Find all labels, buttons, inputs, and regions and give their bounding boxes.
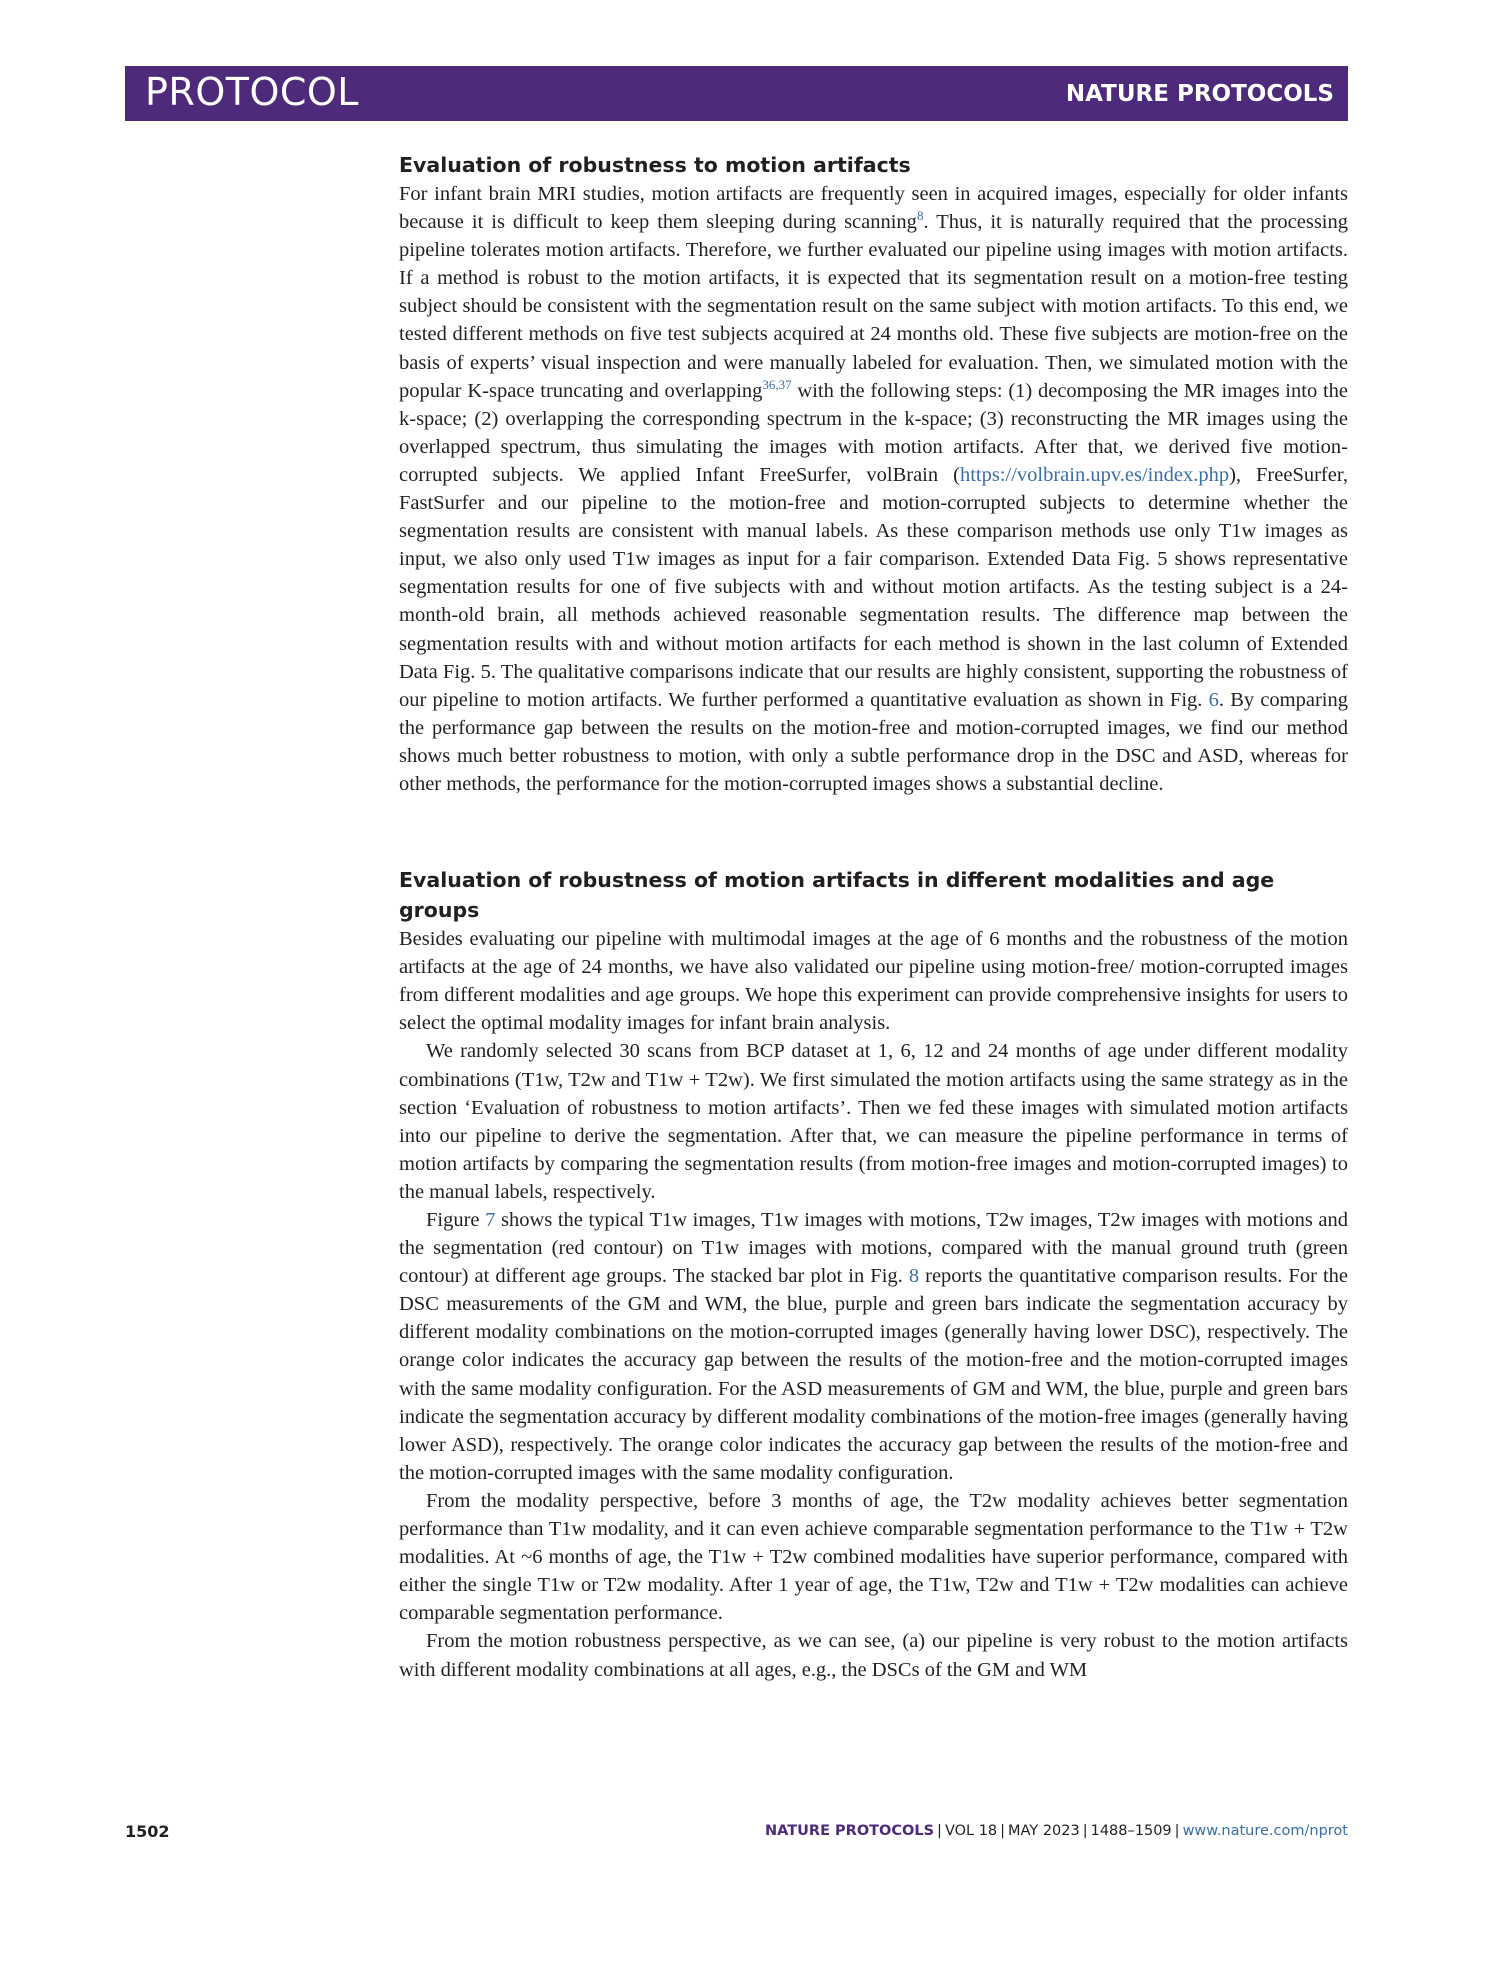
section-heading-motion-robustness: Evaluation of robustness to motion artifacts — [399, 153, 911, 177]
page-number: 1502 — [125, 1822, 170, 1841]
footer-url[interactable]: www.nature.com/nprot — [1182, 1823, 1348, 1839]
footer-citation: NATURE PROTOCOLS | VOL 18 | MAY 2023 | 1488–1509 | www.nature.com/nprot — [765, 1823, 1348, 1839]
figure-link[interactable]: 6 — [1208, 688, 1219, 711]
section-heading-modalities-age: Evaluation of robustness of motion artifacts in different modalities and age groups — [399, 868, 1275, 923]
volbrain-link[interactable]: https://volbrain.upv.es/index.php — [959, 463, 1230, 486]
paragraph: From the modality perspective, before 3 months of age, the T2w modality achieves better segmentation performance than T1w modality, and it can even achieve comparable segmentation performance to the T1w + T2w modalities. At ~6 months of age, the T1w + T2w combined modalities have superior performance, compared with either the single T1w or T2w modality. After 1 year of age, the T1w, T2w and T1w + T2w modalities can achieve comparable segmentation performance. — [399, 1489, 1348, 1625]
reference-link[interactable]: 8 — [916, 208, 924, 224]
section-label: PROTOCOL — [145, 70, 359, 114]
reference-link[interactable]: 36,37 — [762, 376, 792, 392]
footer-date: MAY 2023 — [1008, 1823, 1080, 1839]
paragraph: Figure 7 shows the typical T1w images, T1w images with motions, T2w images, T2w images with motions and the segmentation (red contour) on T1w images with motions, compared with the manual ground truth (green contour) at different age groups. The stacked bar plot in Fig. 8 reports the quantitative comparison results. For the DSC measurements of the GM and WM, the blue, purple and green bars indicate the segmentation accuracy by different modality combinations on the motion-corrupted images (generally having lower DSC), respectively. The orange color indicates the accuracy gap between the results of the motion-free and the motion-corrupted images with the same modality configuration. For the ASD measurements of GM and WM, the blue, purple and green bars indicate the segmentation accuracy by different modality combinations of the motion-free images (generally having lower ASD), respectively. The orange color indicates the accuracy gap between the results of the motion-free and the motion-corrupted images with the same modality configuration. — [399, 1209, 1348, 1484]
article-body — [399, 150, 1348, 1684]
footer-pages: 1488–1509 — [1090, 1823, 1172, 1839]
footer-journal: NATURE PROTOCOLS — [765, 1823, 935, 1839]
paragraph: We randomly selected 30 scans from BCP dataset at 1, 6, 12 and 24 months of age under different modality combinations (T1w, T2w and T1w + T2w). We first simulated the motion artifacts using the same strategy as in the section ‘Evaluation of robustness to motion artifacts’. Then we fed these images with simulated motion artifacts into our pipeline to derive the segmentation. After that, we can measure the pipeline performance in terms of motion artifacts by comparing the segmentation results (from motion-free images and motion-corrupted images) to the manual labels, respectively. — [399, 1040, 1348, 1203]
journal-name: NATURE PROTOCOLS — [1065, 81, 1334, 107]
paragraph: For infant brain MRI studies, motion artifacts are frequently seen in acquired images, especially for older infants because it is difficult to keep them sleeping during scanning$^8$. Thus, it is naturally required that the processing pipeline tolerates motion artifacts. Therefore, we further evaluated our pipeline using images with motion artifacts. If a method is robust to the motion artifacts, it is expected that its segmentation result on a motion-free testing subject should be consistent with the segmentation result on the same subject with motion artifacts. To this end, we tested different methods on five test subjects acquired at 24 months old. These five subjects are motion-free on the basis of experts’ visual inspection and were manually labeled for evaluation. Then, we simulated motion with the popular K-space truncating and overlapping$^{36,37}$ with the following steps: (1) decomposing the MR images into the k-space; (2) overlapping the corresponding spectrum in the k-space; (3) reconstructing the MR images using the overlapped spectrum, thus simulating the images with motion artifacts. After that, we derived five motion-corrupted subjects. We applied Infant FreeSurfer, volBrain (https://volbrain.upv.es/index.php), FreeSurfer, FastSurfer and our pipeline to the motion-free and motion-corrupted subjects to determine whether the segmentation results are consistent with manual labels. As these comparison methods use only T1w images as input, we also only used T1w images as input for a fair comparison. Extended Data Fig. 5 shows representative segmentation results for one of five subjects with and without motion artifacts. As the testing subject is a 24-month-old brain, all methods achieved reasonable segmentation results. The difference map between the segmentation results with and without motion artifacts for each method is shown in the last column of Extended Data Fig. 5. The qualitative comparisons indicate that our results are highly consistent, supporting the robustness of our pipeline to motion artifacts. We further performed a quantitative evaluation as shown in Fig. 6. By comparing the performance gap between the results on the motion-free and motion-corrupted images, we find our method shows much better robustness to motion, with only a subtle performance drop in the DSC and ASD, whereas for other methods, the performance for the motion-corrupted images shows a substantial decline. — [399, 183, 1348, 795]
paragraph: From the motion robustness perspective, as we can see, (a) our pipeline is very robust to the motion artifacts with different modality combinations at all ages, e.g., the DSCs of the GM and WM — [399, 1630, 1348, 1681]
header-banner — [125, 66, 1348, 121]
footer-volume: VOL 18 — [944, 1823, 998, 1839]
paragraph: Besides evaluating our pipeline with multimodal images at the age of 6 months and the robustness of the motion artifacts at the age of 24 months, we have also validated our pipeline using motion-free/ motion-corrupted images from different modalities and age groups. We hope this experiment can provide comprehensive insights for users to select the optimal modality images for infant brain analysis. — [399, 928, 1348, 1035]
figure-link[interactable]: 8 — [908, 1265, 920, 1288]
figure-link[interactable]: 7 — [485, 1209, 496, 1231]
